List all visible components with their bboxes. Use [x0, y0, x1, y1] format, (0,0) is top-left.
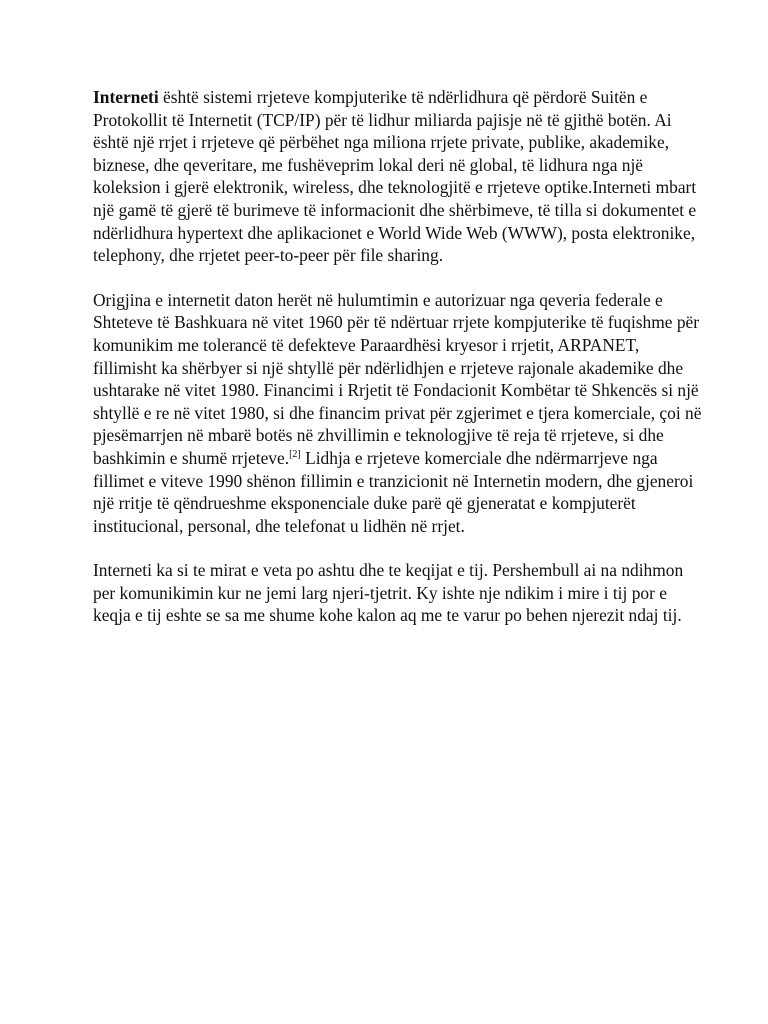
paragraph-2-text-a: Origjina e internetit daton herët në hulumtimin e autorizuar nga qeveria federale e Shteteve të Bashkuara në vitet 1960 për të ndërtuar rrjete kompjuterike të fuqishme për komunikim me tolerancë të defekteve Paraardhësi kryesor i rrjetit, ARPANET, fillimisht ka shërbyer si një shtyllë për ndërlidhjen e rrjeteve rajonale akademike dhe ushtarake në vitet 1980. Financimi i Rrjetit të Fondacionit Kombëtar të Shkencës si një shtyllë e re në vitet 1980, si dhe financim privat për zgjerimet e tjera komerciale, çoi në pjesëmarrjen në mbarë botës në zhvillimin e teknologjive të reja të rrjeteve, si dhe bashkimin e shumë rrjeteve. [93, 289, 702, 468]
paragraph-2-text-b: Lidhja e rrjeteve komerciale dhe ndërmarrjeve nga fillimet e viteve 1990 shënon fillimin e tranzicionit në Internetin modern, dhe gjeneroi një rritje të qëndrueshme eksponenciale duke parë që gjeneratat e kompjuterët institucional, personal, dhe telefonat u lidhën në rrjet. [93, 447, 694, 536]
paragraph-1-text: është sistemi rrjeteve kompjuterike të ndërlidhura që përdorë Suitën e Protokollit të Internetit (TCP/IP) për të lidhur miliarda pajisje në të gjithë botën. Ai është një rrjet i rrjeteve që përbëhet nga miliona rrjete private, publike, akademike, biznese, dhe qeveritare, me fushëveprim lokal deri në global, të lidhura nga një koleksion i gjerë elektronik, wireless, dhe teknologjitë e rrjeteve optike.Interneti mbart një gamë të gjerë të burimeve të informacionit dhe shërbimeve, të tilla si dokumentet e ndërlidhura hypertext dhe aplikacionet e World Wide Web (WWW), posta elektronike, telephony, dhe rrjetet peer-to-peer për file sharing. [93, 87, 697, 266]
paragraph-1 [93, 86, 703, 267]
paragraph-lead-term: Interneti [93, 87, 159, 107]
paragraph-3-text: Interneti ka si te mirat e veta po ashtu dhe te keqijat e tij. Pershembull ai na ndihmon per komunikimin kur ne jemi larg njeri-tjetrit. Ky ishte nje ndikim i mire i tij por e keqja e tij eshte se sa me shume kohe kalon aq me te varur po behen njerezit ndaj tij. [93, 560, 684, 626]
citation-reference[interactable]: [2] [289, 449, 301, 461]
paragraph-2 [93, 289, 703, 538]
document-body [93, 86, 703, 649]
paragraph-3 [93, 559, 703, 627]
